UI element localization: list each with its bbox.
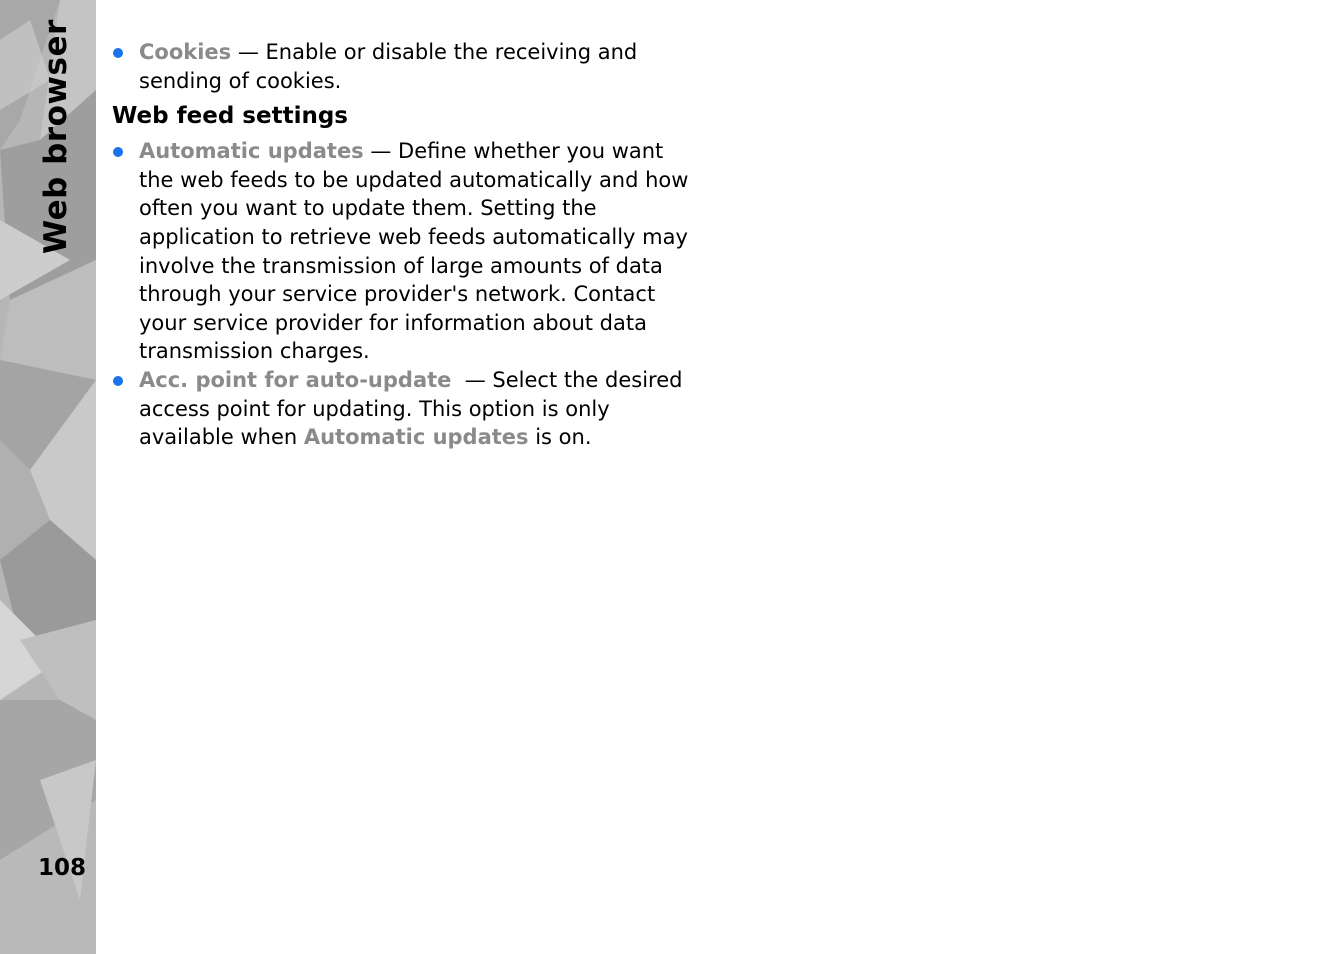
term-cookies: Cookies bbox=[139, 40, 232, 64]
section-heading: Web feed settings bbox=[112, 103, 348, 130]
description-cookies: — Enable or disable the receiving and sending of cookies. bbox=[139, 40, 638, 93]
bullet-icon bbox=[113, 147, 123, 157]
term-automatic-updates: Automatic updates bbox=[139, 139, 364, 164]
description-acc-point: — Select the desired access point for updating. This option is only available when bbox=[139, 367, 690, 450]
description-acc-point-end: is on. bbox=[528, 425, 592, 450]
term-acc-point: Acc. point for auto-update bbox=[139, 367, 452, 392]
list-item-automatic-updates bbox=[112, 137, 692, 366]
bullet-icon bbox=[113, 48, 123, 58]
list-item-acc-point bbox=[112, 366, 692, 452]
page-number: 108 bbox=[38, 855, 87, 881]
section-title: Web browser bbox=[38, 19, 74, 254]
main-content bbox=[112, 38, 692, 452]
inline-term-automatic-updates: Automatic updates bbox=[303, 425, 529, 450]
list-item-cookies bbox=[112, 38, 692, 95]
bullet-icon bbox=[113, 376, 123, 386]
description-automatic-updates: — Define whether you want the web feeds to be updated automatically and how often you want to update them. Setting the application to retrieve web feeds automatically may involve the transmission of large amounts of data through your service provider's network. Contact your service provider for information about data transmission charges. bbox=[139, 139, 689, 364]
sidebar bbox=[0, 0, 96, 954]
